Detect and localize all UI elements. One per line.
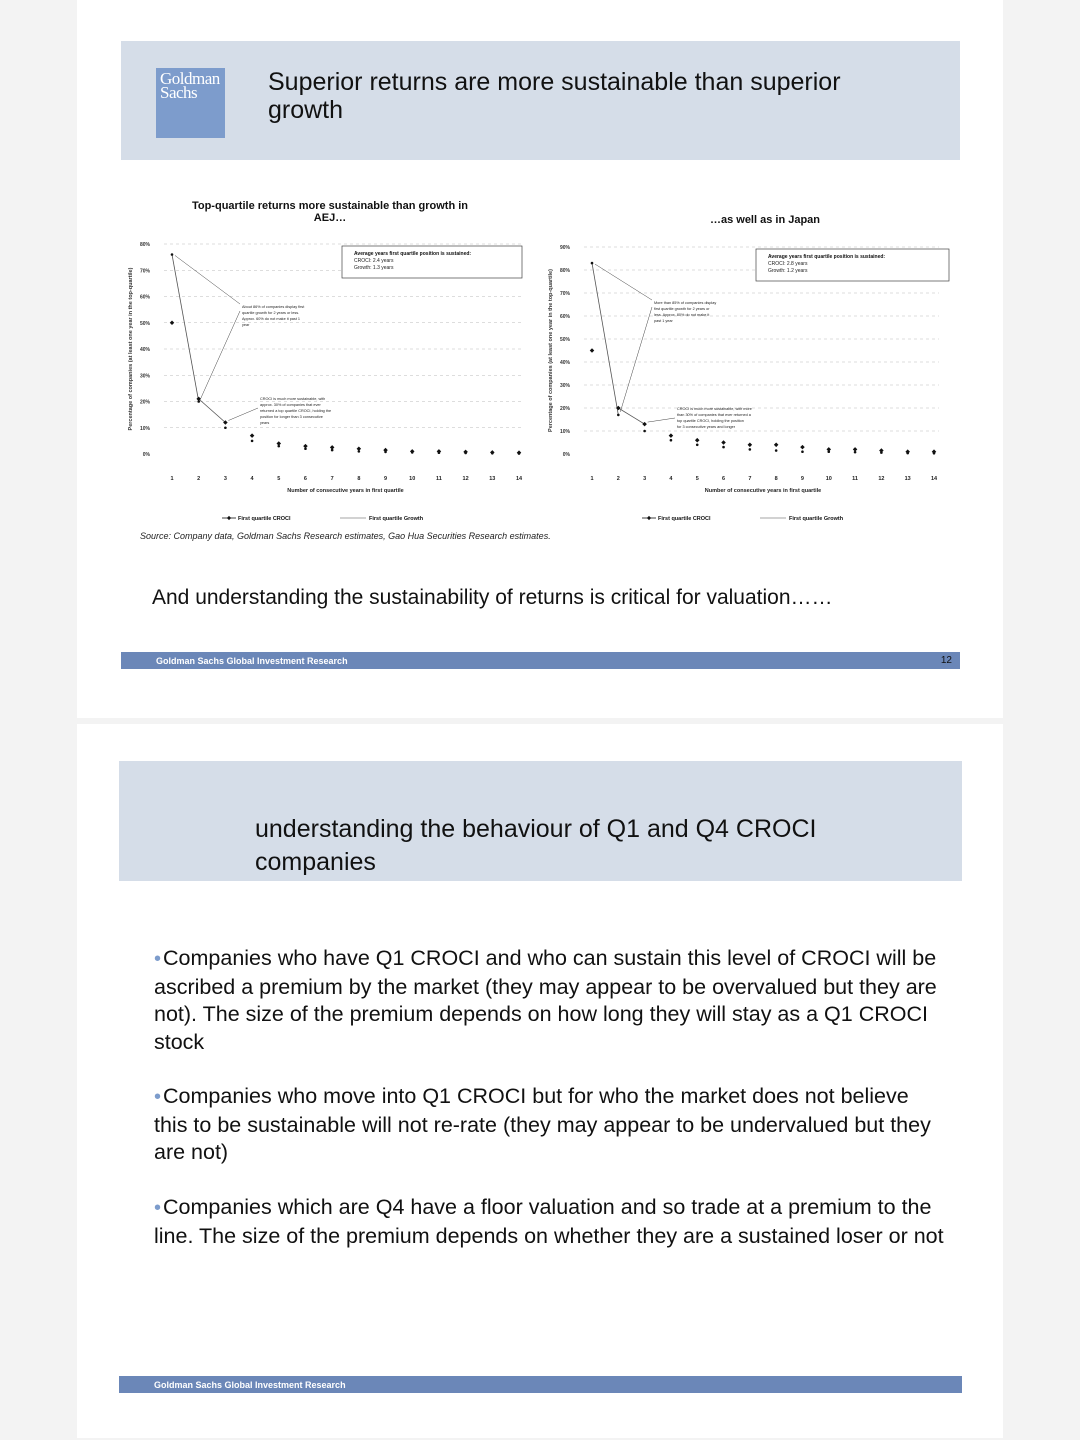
x-tick-label: 5 [695, 476, 699, 482]
chart-1-aej [124, 232, 554, 532]
point-croci [695, 438, 700, 443]
x-tick-label: 14 [515, 476, 523, 482]
note-growth: More than 85% of companies display first quartile growth for 2 years or less. Approx. 80% do not make it past 1 year [654, 301, 717, 323]
y-tick-label: 50% [139, 320, 150, 327]
x-tick-label: 9 [800, 476, 804, 482]
x-tick-label: 6 [722, 476, 726, 482]
note-croci-pointer [648, 418, 675, 422]
note-croci: CROCI is much more sustainable, with approx. 30% of companies that ever returned a top quartile CROCI, holding the position for longer than 3 consecutive years [260, 397, 332, 425]
y-tick-label: 50% [559, 337, 570, 343]
x-tick-label: 12 [878, 476, 885, 482]
legend-croci-label: First quartile CROCI [658, 516, 711, 522]
x-tick-label: 2 [616, 476, 620, 482]
point-growth [775, 449, 778, 452]
chart-1-title: Top-quartile returns more sustainable than growth in AEJ… [191, 200, 469, 224]
bullet-2: •Companies who move into Q1 CROCI but for who the market does not believe this to be sustainable will not re-rate (they may appear to be undervalued but they are not) [154, 1084, 931, 1164]
bullet-dot: • [154, 1197, 162, 1219]
x-tick-label: 9 [384, 476, 388, 482]
legend-croci-marker [647, 516, 651, 520]
x-tick-label: 10 [825, 476, 832, 482]
y-tick-label: 70% [139, 268, 150, 275]
point-growth [171, 253, 174, 256]
goldman-sachs-logo: Goldman Sachs [156, 68, 225, 138]
point-croci [932, 449, 937, 454]
y-tick-label: 10% [559, 429, 570, 435]
x-tick-label: 7 [330, 476, 334, 482]
y-tick-label: 70% [559, 291, 570, 297]
box-title: Average years first quartile position is sustained: [768, 254, 886, 260]
legend-growth-label: First quartile Growth [789, 516, 844, 522]
box-croci: CROCI: 2.8 years [768, 261, 808, 267]
point-growth [617, 414, 620, 417]
x-tick-label: 10 [409, 476, 416, 482]
x-tick-label: 8 [357, 476, 361, 482]
chart-2-japan [544, 232, 964, 532]
note-growth-pointer [595, 264, 652, 300]
bullet-1: •Companies who have Q1 CROCI and who can sustain this level of CROCI will be ascribed a premium by the market (they may appear to be overvalued but they are not). The size of the premium depends on how long they will stay as a Q1 CROCI stock [154, 946, 937, 1054]
legend-croci-label: First quartile CROCI [238, 516, 291, 522]
note-growth-pointer [620, 307, 652, 412]
x-axis-label: Number of consecutive years in first quartile [704, 488, 822, 494]
slide-2-footer [119, 1376, 962, 1393]
point-growth [801, 450, 804, 453]
point-croci [721, 440, 726, 445]
chart-2-title: …as well as in Japan [709, 214, 821, 226]
bullet-dot: • [154, 1086, 162, 1108]
point-croci [303, 444, 308, 449]
x-tick-label: 5 [277, 476, 281, 482]
y-tick-label: 0% [562, 452, 570, 458]
x-tick-label: 2 [197, 476, 201, 482]
y-tick-label: 40% [139, 347, 150, 353]
note-growth-pointer [201, 311, 240, 399]
point-croci [853, 447, 858, 452]
x-tick-label: 4 [250, 476, 254, 482]
y-tick-label: 60% [139, 294, 150, 301]
box-growth: Growth: 1.3 years [354, 265, 394, 271]
slide-2-title: understanding the behaviour of Q1 and Q4 CROCI companies [255, 815, 817, 876]
box-title: Average years first quartile position is sustained: [354, 251, 472, 257]
note-growth: About 86% of companies display first quartile growth for 2 years or less. Approx. 60% do not make it past 1 year [242, 305, 305, 327]
y-tick-label: 60% [559, 314, 570, 320]
point-growth [224, 426, 227, 429]
footer-text: Goldman Sachs Global Investment Research [154, 1380, 346, 1390]
note-croci-pointer [228, 408, 258, 421]
point-croci [879, 448, 884, 453]
source-note: Source: Company data, Goldman Sachs Research estimates, Gao Hua Securities Research estimates. [140, 531, 551, 541]
footer-text: Goldman Sachs Global Investment Research [156, 656, 348, 666]
point-croci [642, 422, 647, 427]
bullet-dot: • [154, 948, 162, 970]
box-growth: Growth: 1.2 years [768, 268, 808, 274]
x-tick-label: 3 [643, 476, 647, 482]
x-tick-label: 14 [930, 476, 938, 482]
point-croci [170, 320, 175, 325]
point-growth [749, 448, 752, 451]
legend-croci-marker [227, 516, 231, 520]
point-croci [669, 433, 674, 438]
point-croci [517, 450, 522, 455]
series-croci-line [618, 408, 644, 424]
y-tick-label: 80% [139, 242, 150, 248]
point-croci [330, 445, 335, 450]
note-croci: CROCI is much more sustainable, with more than 30% of companies that ever returned a top quartile CROCI, holding the position for 3 consecutive years and longer [677, 407, 752, 429]
x-tick-label: 1 [590, 476, 594, 482]
point-croci [383, 448, 388, 453]
point-growth [696, 444, 699, 447]
legend-growth-label: First quartile Growth [369, 516, 424, 522]
point-croci [357, 446, 362, 451]
box-croci: CROCI: 2.4 years [354, 258, 394, 264]
point-croci [590, 348, 595, 353]
y-tick-label: 40% [559, 360, 570, 366]
point-croci [410, 449, 415, 454]
y-axis-label: Percentage of companies (at least one year in the top-quartile) [548, 269, 554, 432]
x-tick-label: 4 [669, 476, 673, 482]
point-growth [722, 446, 725, 449]
y-tick-label: 90% [559, 245, 570, 251]
y-tick-label: 30% [139, 373, 150, 380]
y-tick-label: 10% [139, 425, 150, 432]
series-croci-line [199, 399, 226, 423]
y-tick-label: 20% [139, 399, 150, 406]
x-tick-label: 8 [774, 476, 778, 482]
y-tick-label: 80% [559, 268, 570, 274]
point-croci [774, 443, 779, 448]
tagline: And understanding the sustainability of returns is critical for valuation…… [152, 586, 833, 609]
series-growth-line [172, 255, 199, 402]
y-tick-label: 20% [559, 406, 570, 412]
x-axis-label: Number of consecutive years in first quartile [287, 488, 404, 494]
point-croci [277, 441, 282, 446]
x-tick-label: 1 [170, 476, 174, 482]
x-tick-label: 7 [748, 476, 752, 482]
x-tick-label: 13 [489, 476, 496, 482]
x-tick-label: 11 [852, 476, 858, 482]
slide-1-title: Superior returns are more sustainable than superior growth [268, 68, 841, 124]
point-growth [251, 440, 254, 443]
page-number: 12 [940, 655, 952, 666]
point-croci [827, 447, 832, 452]
y-tick-label: 30% [559, 383, 570, 389]
x-tick-label: 3 [223, 476, 227, 482]
point-croci [800, 445, 805, 450]
point-croci [905, 449, 910, 454]
x-tick-label: 13 [904, 476, 911, 482]
point-croci [437, 449, 442, 454]
x-tick-label: 11 [436, 476, 442, 482]
point-growth [591, 262, 594, 265]
point-croci [490, 450, 495, 455]
point-growth [643, 430, 646, 433]
y-tick-label: 0% [142, 452, 150, 458]
point-croci [748, 443, 753, 448]
point-growth [670, 439, 673, 442]
bullet-3: •Companies which are Q4 have a floor valuation and so trade at a premium to the line. The size of the premium depends on whether they are a sustained loser or not [154, 1195, 944, 1248]
point-croci [250, 433, 255, 438]
slide-1-footer [121, 652, 960, 669]
x-tick-label: 6 [303, 476, 307, 482]
point-croci [463, 450, 468, 455]
x-tick-label: 12 [462, 476, 469, 482]
y-axis-label: Percentage of companies (at least one year in the top-quartile) [128, 267, 134, 431]
